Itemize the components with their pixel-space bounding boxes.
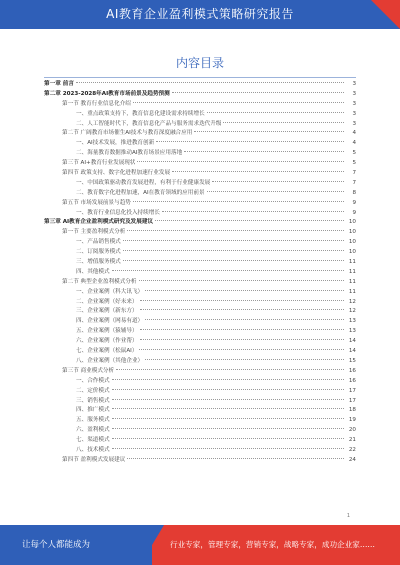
toc-entry-label: 七、渠道模式 [76,437,110,444]
toc-entry-page: 17 [348,397,356,404]
table-of-contents [44,80,356,466]
toc-entry[interactable] [44,337,356,347]
toc-entry-label: 八、企业案例（其他企业） [76,357,144,364]
toc-entry-label: 一、企业案例（科大讯飞） [76,288,144,295]
toc-entry[interactable] [44,307,356,317]
toc-entry-label: 二、订阅服务模式 [76,249,121,256]
toc-entry-label: 第三节 商业模式分析 [62,367,115,374]
toc-leader-dots [145,290,344,291]
toc-leader-dots [127,230,344,231]
toc-leader-dots [112,408,344,409]
toc-entry-page: 7 [352,170,356,177]
toc-divider [44,77,356,78]
footer-slogan: 让每个人都能成为 [22,540,91,550]
toc-entry-label: 第三节 AI+教育行业发展现状 [62,160,136,167]
toc-entry-page: 3 [352,110,356,117]
toc-entry-page: 14 [348,348,356,355]
toc-leader-dots [112,270,344,271]
toc-leader-dots [127,458,344,459]
toc-entry-page: 3 [352,81,356,87]
toc-entry[interactable] [44,248,356,258]
toc-entry-page: 17 [348,387,356,394]
toc-entry-page: 11 [348,259,356,266]
toc-entry-label: 三、销售模式 [76,397,110,404]
toc-entry-label: 八、技术模式 [76,446,110,453]
toc-entry-label: 第四节 政策支持、数字化进程加速行业发展 [62,170,171,177]
toc-leader-dots [137,161,344,162]
toc-leader-dots [212,181,344,182]
toc-entry[interactable] [44,218,356,228]
toc-entry[interactable] [44,80,356,90]
toc-entry-label: 二、教育数字化进程加速，AI在教育领域的应用前景 [76,189,205,196]
toc-entry[interactable] [44,159,356,169]
toc-entry-page: 10 [348,239,356,246]
toc-entry-label: 五、服务模式 [76,417,110,424]
toc-entry[interactable] [44,169,356,179]
toc-entry[interactable] [44,189,356,199]
toc-entry[interactable] [44,139,356,149]
toc-entry[interactable] [44,228,356,238]
footer-banner [0,525,400,565]
toc-entry-page: 20 [348,427,356,434]
toc-entry[interactable] [44,426,356,436]
footer-diagonal [140,525,164,565]
toc-leader-dots [194,131,344,132]
toc-entry[interactable] [44,436,356,446]
toc-entry[interactable] [44,387,356,397]
toc-entry-label: 四、企业案例（网易有道） [76,318,144,325]
toc-entry-label: 四、推广模式 [76,407,110,414]
toc-leader-dots [172,171,344,172]
toc-entry[interactable] [44,258,356,268]
toc-entry-label: 七、企业案例（松鼠AI） [76,348,138,355]
toc-entry-label: 第五节 市场发展前景与趋势 [62,199,131,206]
toc-leader-dots [112,399,344,400]
toc-leader-dots [76,82,344,83]
toc-leader-dots [140,309,344,310]
toc-leader-dots [133,102,344,103]
toc-entry[interactable] [44,406,356,416]
toc-entry[interactable] [44,397,356,407]
toc-leader-dots [162,211,344,212]
toc-entry-label: 二、海量教育数据推动AI教育场景应用落地 [76,150,183,157]
toc-leader-dots [112,389,344,390]
toc-entry[interactable] [44,367,356,377]
toc-leader-dots [145,319,344,320]
toc-entry-label: 四、其他模式 [76,268,110,275]
toc-entry-page: 3 [352,90,356,97]
toc-entry[interactable] [44,100,356,110]
toc-entry-page: 16 [348,377,356,384]
toc-entry-page: 15 [348,357,356,364]
toc-leader-dots [123,240,344,241]
toc-leader-dots [156,141,344,142]
toc-entry-page: 16 [348,367,356,374]
toc-entry[interactable] [44,268,356,278]
toc-entry[interactable] [44,298,356,308]
toc-entry-label: 第一节 教育行业信息化介绍 [62,100,131,107]
toc-entry[interactable] [44,288,356,298]
toc-entry[interactable] [44,238,356,248]
toc-entry-page: 12 [348,308,356,315]
page-number: 1 [346,513,350,519]
toc-entry-label: 六、企业案例（作业帮） [76,338,138,345]
toc-leader-dots [123,250,344,251]
toc-entry-page: 21 [348,437,356,444]
toc-leader-dots [223,122,344,123]
toc-entry-page: 4 [352,140,356,147]
toc-entry-label: 三、企业案例（新东方） [76,308,138,315]
toc-leader-dots [112,438,344,439]
toc-entry[interactable] [44,179,356,189]
toc-entry-label: 一、AI技术发展，推进教育创新 [76,140,155,147]
toc-leader-dots [207,112,344,113]
toc-entry[interactable] [44,278,356,288]
toc-entry[interactable] [44,199,356,209]
toc-entry-page: 7 [352,179,356,186]
toc-entry-page: 22 [348,446,356,453]
toc-entry[interactable] [44,446,356,456]
header-bar [0,0,400,29]
toc-entry-label: 六、盈利模式 [76,427,110,434]
toc-leader-dots [112,418,344,419]
toc-entry[interactable] [44,456,356,466]
toc-leader-dots [140,329,344,330]
toc-entry-label: 第二节 广阔教育市场催生AI技术与教育深度融合应用 [62,130,193,137]
toc-entry-label: 一、教育行业信息化投入持续增长 [76,209,160,216]
toc-leader-dots [145,359,344,360]
toc-entry-label: 一、合作模式 [76,377,110,384]
toc-leader-dots [123,260,344,261]
toc-leader-dots [139,349,344,350]
toc-entry-page: 19 [348,417,356,424]
toc-entry-page: 12 [348,298,356,305]
toc-entry-page: 13 [348,328,356,335]
toc-leader-dots [133,201,344,202]
toc-entry-label: 第四节 盈利模式发展建议 [62,456,126,463]
toc-entry-label: 一、中国政策驱动教育发展进程，有利于行业健康发展 [76,179,211,186]
report-title: AI教育企业盈利模式策略研究报告 [106,7,294,21]
toc-entry-page: 4 [352,130,356,137]
toc-entry-label: 二、定价模式 [76,387,110,394]
toc-leader-dots [112,428,344,429]
toc-entry-label: 第二章 2023-2028年AI教育市场前景及趋势预测 [44,90,170,97]
toc-entry[interactable] [44,327,356,337]
footer-tags: 行业专家，管理专家，营销专家，战略专家，成功企业家…… [170,540,376,549]
toc-leader-dots [112,448,344,449]
toc-entry[interactable] [44,90,356,100]
toc-entry-label: 二、人工智能时代下，教育信息化产品与服务需求迭代升级 [76,120,222,127]
toc-entry[interactable] [44,317,356,327]
toc-entry[interactable] [44,149,356,159]
toc-entry-label: 第三章 AI教育企业盈利模式研究及发展建议 [44,219,154,226]
toc-entry-page: 18 [348,407,356,414]
toc-entry[interactable] [44,416,356,426]
toc-entry-label: 第一节 主要盈利模式分析 [62,229,126,236]
toc-entry-page: 13 [348,318,356,325]
toc-entry[interactable] [44,347,356,357]
toc-entry-page: 10 [348,249,356,256]
toc-entry-label: 五、企业案例（猿辅导） [76,328,138,335]
toc-entry-page: 9 [352,209,356,216]
toc-leader-dots [155,220,344,221]
toc-entry-page: 5 [352,150,356,157]
toc-leader-dots [140,300,344,301]
toc-heading: 内容目录 [175,56,224,70]
toc-entry-page: 11 [348,288,356,295]
toc-entry-label: 一、产品销售模式 [76,239,121,246]
toc-leader-dots [140,339,344,340]
toc-leader-dots [207,191,344,192]
toc-entry[interactable] [44,129,356,139]
toc-entry[interactable] [44,110,356,120]
toc-leader-dots [139,280,345,281]
toc-leader-dots [184,151,344,152]
toc-entry-page: 24 [348,456,356,463]
toc-entry-label: 二、企业案例（好未来） [76,298,138,305]
toc-entry[interactable] [44,209,356,219]
toc-leader-dots [172,92,344,93]
toc-entry[interactable] [44,357,356,367]
toc-entry-page: 5 [352,160,356,167]
toc-entry[interactable] [44,377,356,387]
toc-entry[interactable] [44,120,356,130]
toc-entry-page: 8 [352,189,356,196]
toc-entry-label: 三、增值服务模式 [76,259,121,266]
toc-entry-page: 9 [352,199,356,206]
toc-entry-page: 3 [352,100,356,107]
toc-entry-page: 10 [348,229,356,236]
toc-entry-page: 11 [348,268,356,275]
toc-entry-page: 11 [348,278,356,285]
toc-leader-dots [116,369,344,370]
toc-entry-label: 第一章 前言 [44,81,74,87]
toc-entry-page: 3 [352,120,356,127]
toc-leader-dots [112,379,344,380]
toc-entry-label: 第二节 典型企业盈利模式分析 [62,278,137,285]
toc-entry-page: 14 [348,338,356,345]
toc-entry-label: 一、重点政策支持下，教育信息化建设需求持续增长 [76,110,205,117]
toc-entry-page: 10 [348,219,356,226]
